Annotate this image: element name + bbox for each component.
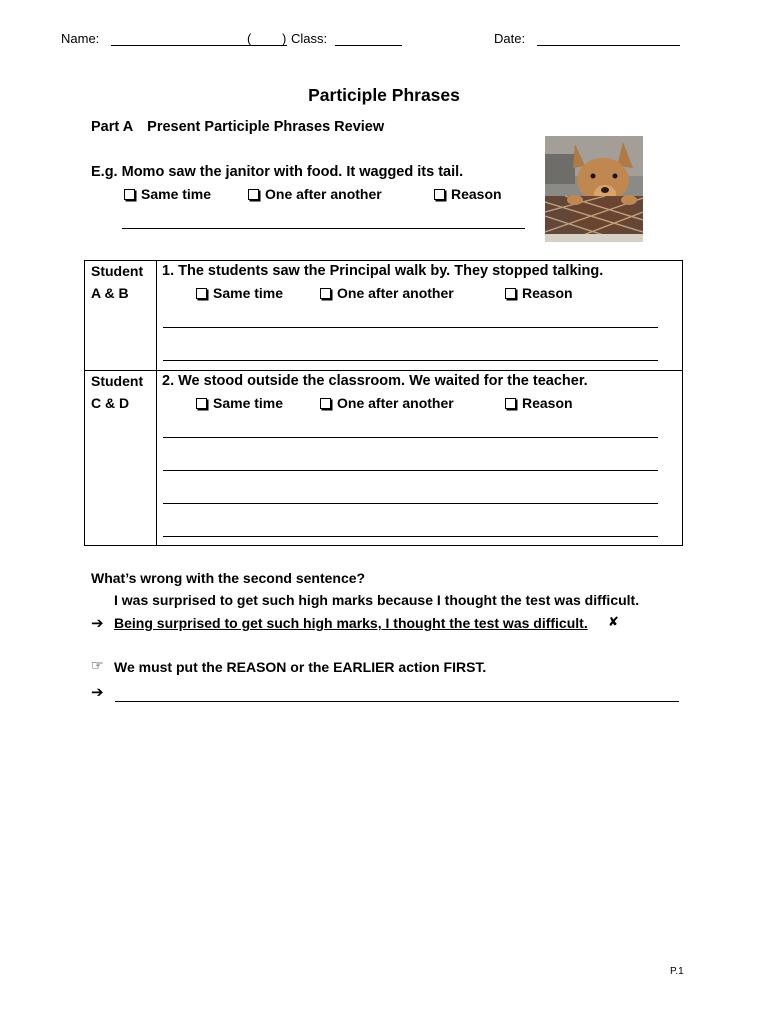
example-option-reason[interactable] [434,186,502,202]
q2-answer-line[interactable] [163,437,658,438]
part-a-title: Present Participle Phrases Review [147,119,385,135]
q2-answer-line[interactable] [163,536,658,537]
class-field-line[interactable] [335,45,402,46]
date-label: Date: [494,31,526,46]
checkbox-icon[interactable] [505,288,516,299]
table-row-2-student-cell [91,370,143,414]
question-number: 2. [162,373,175,389]
table-border-right [682,260,683,546]
table-column-divider [156,260,157,546]
q1-option-same-time[interactable] [196,285,283,301]
q2-option-reason[interactable] [505,395,573,411]
part-a-label: Part A [91,119,134,135]
question-number: 1. [162,263,175,279]
question-2 [162,373,588,389]
checkbox-icon[interactable] [248,189,259,200]
option-label: Same time [213,285,284,301]
student-group: C & D [91,395,130,411]
table-border-bottom [84,545,683,546]
rewritten-sentence: Being surprised to get such high marks, I thought the test was difficult. [114,615,588,631]
option-label: One after another [265,186,382,202]
checkbox-icon[interactable] [505,398,516,409]
table-row-divider [84,370,683,371]
student-label: Student [91,373,144,389]
example-option-one-after[interactable] [248,186,382,202]
table-row-1-student-cell [91,260,143,304]
checkbox-icon[interactable] [434,189,445,200]
example-text: Momo saw the janitor with food. It wagged its tail. [121,164,464,180]
q2-answer-line[interactable] [163,470,658,471]
example-answer-line[interactable] [122,228,525,229]
part-a-heading [91,119,384,135]
question-text: The students saw the Principal walk by. They stopped talking. [178,263,604,279]
rule-answer-line[interactable] [115,701,679,702]
index-paren-open: ( [247,31,252,46]
option-label: Reason [522,395,573,411]
option-label: Same time [141,186,212,202]
page-title: Participle Phrases [308,85,460,105]
student-label: Student [91,263,144,279]
right-arrow-icon: ➔ [91,615,104,632]
page-number: P.1 [670,966,684,977]
checkbox-icon[interactable] [196,288,207,299]
index-paren-close: ) [282,31,287,46]
option-label: Same time [213,395,284,411]
checkbox-icon[interactable] [196,398,207,409]
q1-answer-line[interactable] [163,360,658,361]
name-field-line[interactable] [111,45,287,46]
example-sentence [91,164,463,180]
q2-option-same-time[interactable] [196,395,283,411]
table-border-left [84,260,85,546]
class-label: Class: [291,31,328,46]
option-label: One after another [337,285,454,301]
q1-option-one-after[interactable] [320,285,454,301]
dog-photo [545,136,643,242]
name-label: Name: [61,31,100,46]
q1-option-reason[interactable] [505,285,573,301]
original-sentence: I was surprised to get such high marks because I thought the test was difficult. [114,592,640,608]
q2-answer-line[interactable] [163,503,658,504]
example-option-same-time[interactable] [124,186,211,202]
checkbox-icon[interactable] [320,398,331,409]
right-arrow-icon: ➔ [91,684,104,701]
option-label: Reason [451,186,502,202]
q2-option-one-after[interactable] [320,395,454,411]
q1-answer-line[interactable] [163,327,658,328]
rule-text: We must put the REASON or the EARLIER action FIRST. [114,659,487,675]
dog-illustration [545,136,643,242]
date-field-line[interactable] [537,45,680,46]
pointing-hand-icon: ☞ [91,657,104,673]
student-group: A & B [91,285,129,301]
cross-mark-icon: ✘ [608,614,619,629]
option-label: Reason [522,285,573,301]
question-1 [162,263,603,279]
question-text: We stood outside the classroom. We waited for the teacher. [178,373,588,389]
table-border-top [84,260,683,261]
option-label: One after another [337,395,454,411]
checkbox-icon[interactable] [320,288,331,299]
checkbox-icon[interactable] [124,189,135,200]
wrong-question: What’s wrong with the second sentence? [91,570,366,586]
example-prefix: E.g. [91,164,118,180]
